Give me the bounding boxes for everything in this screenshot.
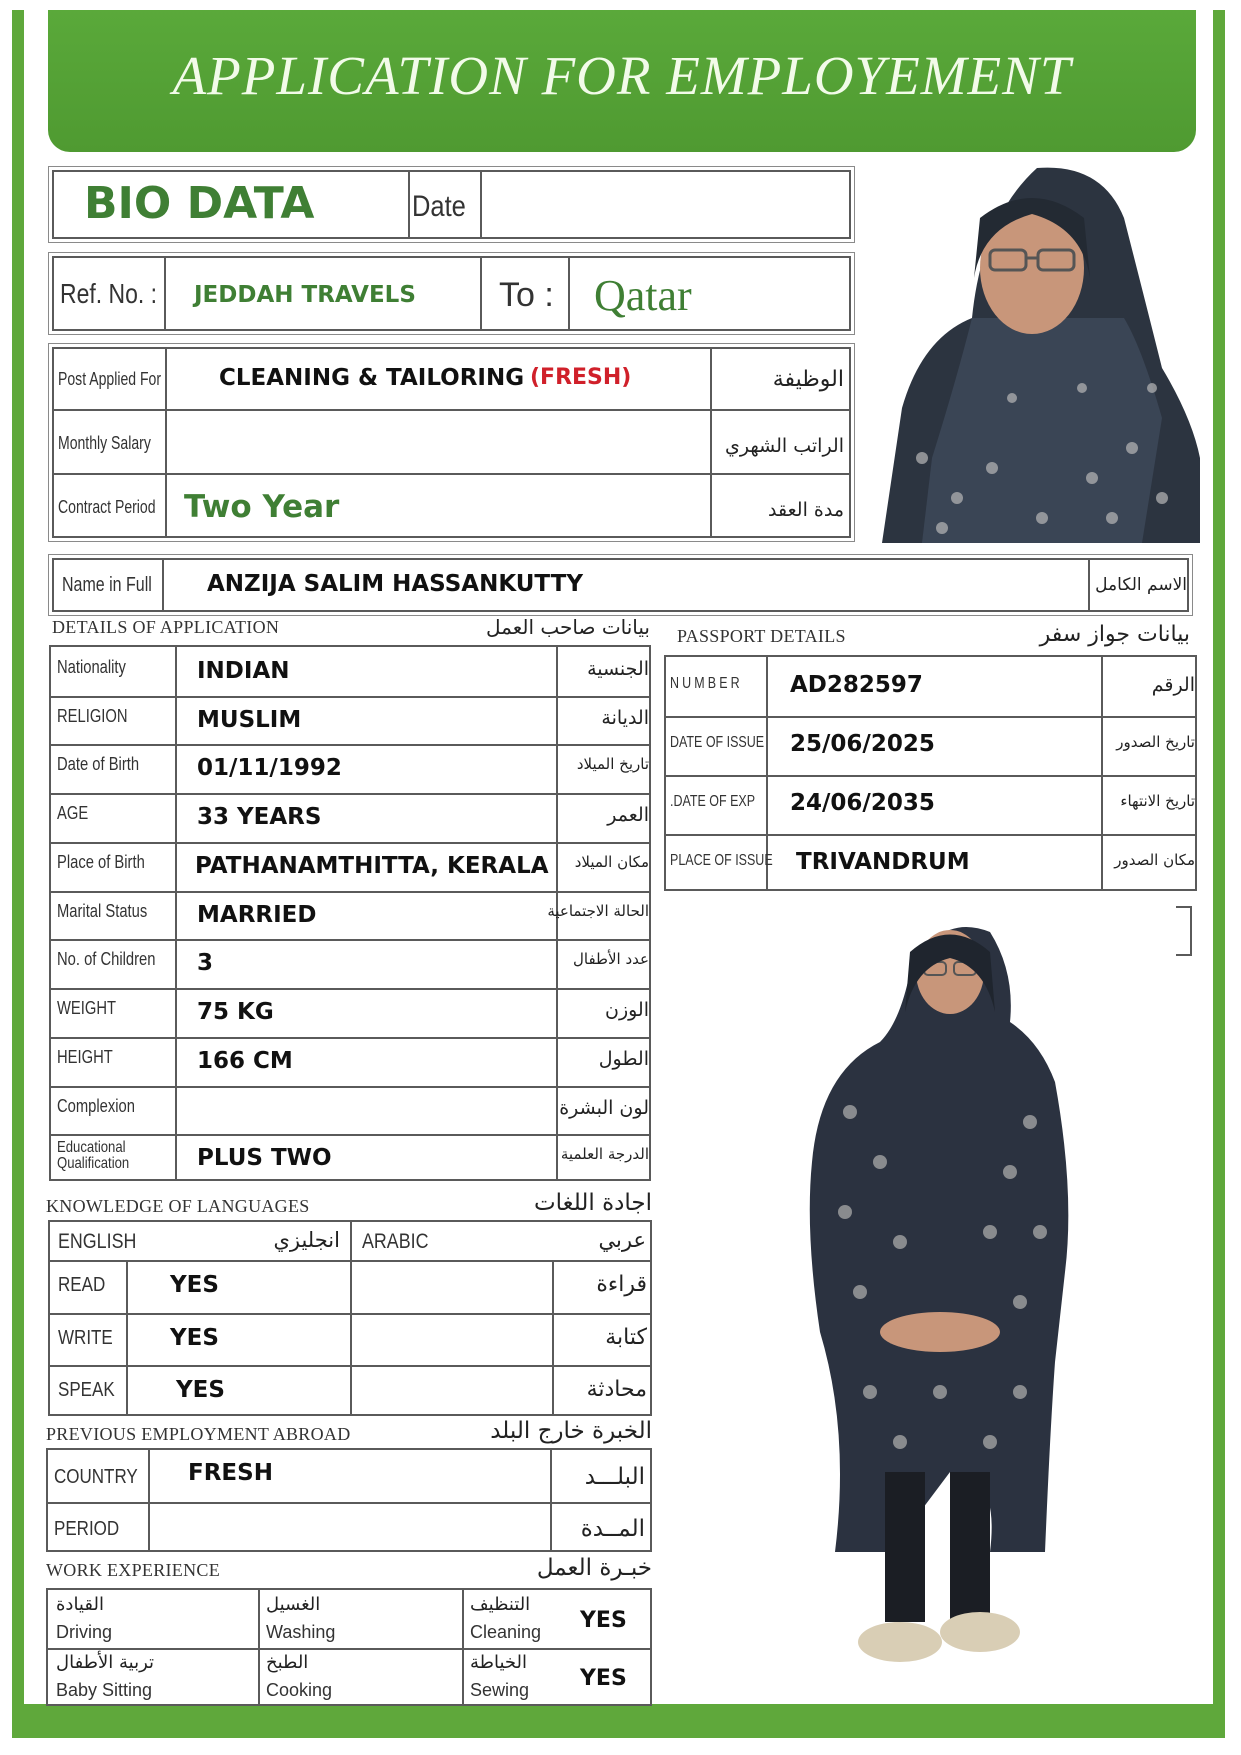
details-row-arabic: الحالة الاجتماعية <box>547 901 649 920</box>
contract-value: Two Year <box>184 489 340 525</box>
work-cell-arabic: الغسيل <box>266 1594 321 1615</box>
to-value: Qatar <box>594 271 692 320</box>
portrait-photo <box>862 158 1200 543</box>
details-row-label: No. of Children <box>57 949 156 970</box>
details-row-label: Educational Qualification <box>57 1139 130 1173</box>
contract-label: Contract Period <box>58 497 156 517</box>
details-row-arabic: لون البشرة <box>559 1096 649 1119</box>
details-row-divider <box>51 939 649 941</box>
passport-row-label: NUMBER <box>670 675 743 692</box>
details-row-label: HEIGHT <box>57 1046 113 1067</box>
details-row-divider <box>51 988 649 990</box>
work-cell-label: Cleaning <box>470 1622 542 1642</box>
prev-col-divider-1 <box>148 1450 150 1550</box>
full-name-box <box>52 558 1189 612</box>
details-row-divider <box>51 696 649 698</box>
details-row-value: 166 CM <box>197 1047 293 1074</box>
details-row-label: RELIGION <box>57 705 128 726</box>
details-row-divider <box>51 793 649 795</box>
name-value: ANZIJA SALIM HASSANKUTTY <box>207 571 583 597</box>
details-row-arabic: الطول <box>598 1047 649 1070</box>
details-row-value: INDIAN <box>197 658 290 684</box>
lang-col-divider-2 <box>552 1260 554 1414</box>
details-row-divider <box>51 1037 649 1039</box>
details-section-title-arabic: بيانات صاحب العمل <box>486 615 650 639</box>
languages-section-title-arabic: اجادة اللغات <box>534 1190 652 1216</box>
details-row-value: PLUS TWO <box>197 1145 332 1172</box>
name-label: Name in Full <box>62 574 152 596</box>
details-row-value: MARRIED <box>197 901 317 928</box>
name-arabic: الاسم الكامل <box>1095 575 1187 595</box>
work-cell-arabic: التنظيف <box>470 1594 531 1615</box>
lang-row-english: YES <box>176 1377 225 1404</box>
portrait-illustration <box>862 158 1200 543</box>
previous-section-title-arabic: الخبرة خارج البلد <box>490 1418 652 1444</box>
prev-row-arabic: المــدة <box>580 1516 645 1542</box>
lang-row-label: READ <box>58 1274 106 1296</box>
ref-value: JEDDAH TRAVELS <box>194 282 416 308</box>
work-cell-arabic: القيادة <box>56 1594 104 1615</box>
lang-row-arabic: كتابة <box>605 1324 647 1350</box>
details-row-label: Date of Birth <box>57 754 140 775</box>
passport-row-arabic: تاريخ الانتهاء <box>1120 792 1195 810</box>
date-label: Date <box>412 190 466 223</box>
work-cell-label: Sewing <box>470 1680 530 1700</box>
details-row-label: Complexion <box>57 1095 135 1116</box>
languages-section-title: KNOWLEDGE OF LANGUAGES <box>46 1196 310 1216</box>
work-col-divider-2 <box>462 1590 464 1704</box>
lang-row-english: YES <box>170 1324 219 1351</box>
contract-arabic: مدة العقد <box>768 499 844 521</box>
passport-row-divider <box>666 716 1195 718</box>
work-cell-arabic: تربية الأطفال <box>56 1652 155 1673</box>
work-cell-arabic: الطبخ <box>266 1652 309 1673</box>
details-row-value: PATHANAMTHITTA, KERALA <box>195 852 549 879</box>
details-section-title: DETAILS OF APPLICATION <box>52 617 280 637</box>
prev-row-arabic: البلـــد <box>584 1464 645 1490</box>
passport-row-arabic: الرقم <box>1151 674 1195 696</box>
previous-section-title: PREVIOUS EMPLOYMENT ABROAD <box>46 1424 351 1444</box>
passport-row-value: TRIVANDRUM <box>796 849 970 875</box>
work-cell-value: YES <box>580 1608 627 1633</box>
bio-data-header-box <box>52 170 851 239</box>
work-cell-label: Driving <box>56 1622 113 1642</box>
arabic-label: ARABIC <box>362 1230 429 1253</box>
lang-row-english: YES <box>170 1272 219 1298</box>
lang-row-divider <box>50 1313 650 1315</box>
passport-row-label: .DATE OF EXP <box>670 793 756 810</box>
prev-row-label: PERIOD <box>54 1518 120 1540</box>
work-cell-value: YES <box>580 1666 627 1691</box>
details-row-label: WEIGHT <box>57 998 117 1019</box>
page-title: APPLICATION FOR EMPLOYEMENT <box>172 45 1072 106</box>
arabic-arabic: عربي <box>598 1228 646 1252</box>
details-row-label: Place of Birth <box>57 851 145 872</box>
english-label: ENGLISH <box>58 1230 137 1253</box>
work-section-title-arabic: خبـرة العمل <box>536 1555 652 1581</box>
details-row-arabic: عدد الأطفال <box>573 950 649 969</box>
details-row-divider <box>51 891 649 893</box>
to-label: To : <box>499 276 554 314</box>
bracket-mark <box>1176 906 1192 956</box>
date-value <box>494 190 834 222</box>
prev-row-value: FRESH <box>188 1460 273 1486</box>
work-cell-label: Washing <box>266 1622 336 1642</box>
passport-row-divider <box>666 775 1195 777</box>
details-row-label: Nationality <box>57 657 126 677</box>
details-row-value: 3 <box>197 950 214 977</box>
passport-row-value: AD282597 <box>790 672 923 698</box>
post-label: Post Applied For <box>58 369 162 389</box>
work-section-title: WORK EXPERIENCE <box>46 1560 220 1580</box>
passport-row-label: DATE OF ISSUE <box>670 734 765 751</box>
work-row-divider <box>48 1648 650 1650</box>
details-row-arabic: العمر <box>607 804 649 827</box>
passport-details-table <box>664 655 1197 891</box>
salary-arabic: الراتب الشهري <box>725 435 844 457</box>
details-row-label: AGE <box>57 803 89 824</box>
details-row-arabic: الوزن <box>604 999 649 1022</box>
details-of-application-table <box>49 645 651 1181</box>
details-row-arabic: الديانة <box>601 706 649 729</box>
details-row-divider <box>51 842 649 844</box>
details-row-arabic: الجنسية <box>587 658 649 680</box>
work-cell-label: Baby Sitting <box>56 1680 153 1700</box>
passport-section-title: PASSPORT DETAILS <box>677 626 846 646</box>
prev-col-divider-2 <box>550 1450 552 1550</box>
details-row-value: 01/11/1992 <box>197 755 342 782</box>
passport-row-label: PLACE OF ISSUE <box>670 852 773 869</box>
lang-row-arabic: قراءة <box>596 1272 647 1297</box>
work-col-divider-1 <box>258 1590 260 1704</box>
details-row-arabic: الدرجة العلمية <box>560 1145 649 1164</box>
salary-label: Monthly Salary <box>58 433 151 453</box>
details-row-value: MUSLIM <box>197 706 302 733</box>
lang-col-divider-1 <box>126 1260 128 1414</box>
prev-row-divider <box>48 1502 650 1504</box>
full-length-illustration <box>790 912 1090 1682</box>
post-arabic: الوظيفة <box>772 367 844 392</box>
lang-row-label: SPEAK <box>58 1379 115 1402</box>
full-length-photo <box>790 912 1090 1682</box>
passport-section-title-arabic: بيانات جواز سفر <box>1039 622 1190 647</box>
post-note: (FRESH) <box>530 365 632 390</box>
details-row-value: 75 KG <box>197 999 274 1026</box>
languages-table <box>48 1220 652 1416</box>
details-row-value: 33 YEARS <box>197 804 322 831</box>
details-row-label: Marital Status <box>57 900 148 921</box>
english-arabic: انجليزي <box>273 1228 340 1252</box>
passport-row-arabic: مكان الصدور <box>1114 851 1195 869</box>
prev-row-label: COUNTRY <box>54 1466 138 1488</box>
lang-row-label: WRITE <box>58 1326 113 1349</box>
reference-box <box>52 256 851 331</box>
details-row-divider <box>51 744 649 746</box>
details-row-divider <box>51 1134 649 1136</box>
work-experience-table <box>46 1588 652 1706</box>
passport-row-divider <box>666 834 1195 836</box>
passport-row-value: 24/06/2035 <box>790 790 935 816</box>
passport-row-value: 25/06/2025 <box>790 731 935 757</box>
work-cell-arabic: الخياطة <box>470 1652 527 1673</box>
passport-row-arabic: تاريخ الصدور <box>1116 733 1195 751</box>
previous-employment-table <box>46 1448 652 1552</box>
work-cell-label: Cooking <box>266 1680 333 1700</box>
job-details-box <box>52 347 851 538</box>
post-value: CLEANING & TAILORING <box>219 365 525 391</box>
details-row-arabic: مكان الميلاد <box>574 852 649 871</box>
bio-data-title: BIO DATA <box>84 178 315 229</box>
ref-label: Ref. No. : <box>60 278 157 309</box>
details-row-arabic: تاريخ الميلاد <box>576 755 649 774</box>
lang-row-arabic: محادثة <box>586 1377 647 1403</box>
details-row-divider <box>51 1086 649 1088</box>
lang-row-divider <box>50 1365 650 1367</box>
